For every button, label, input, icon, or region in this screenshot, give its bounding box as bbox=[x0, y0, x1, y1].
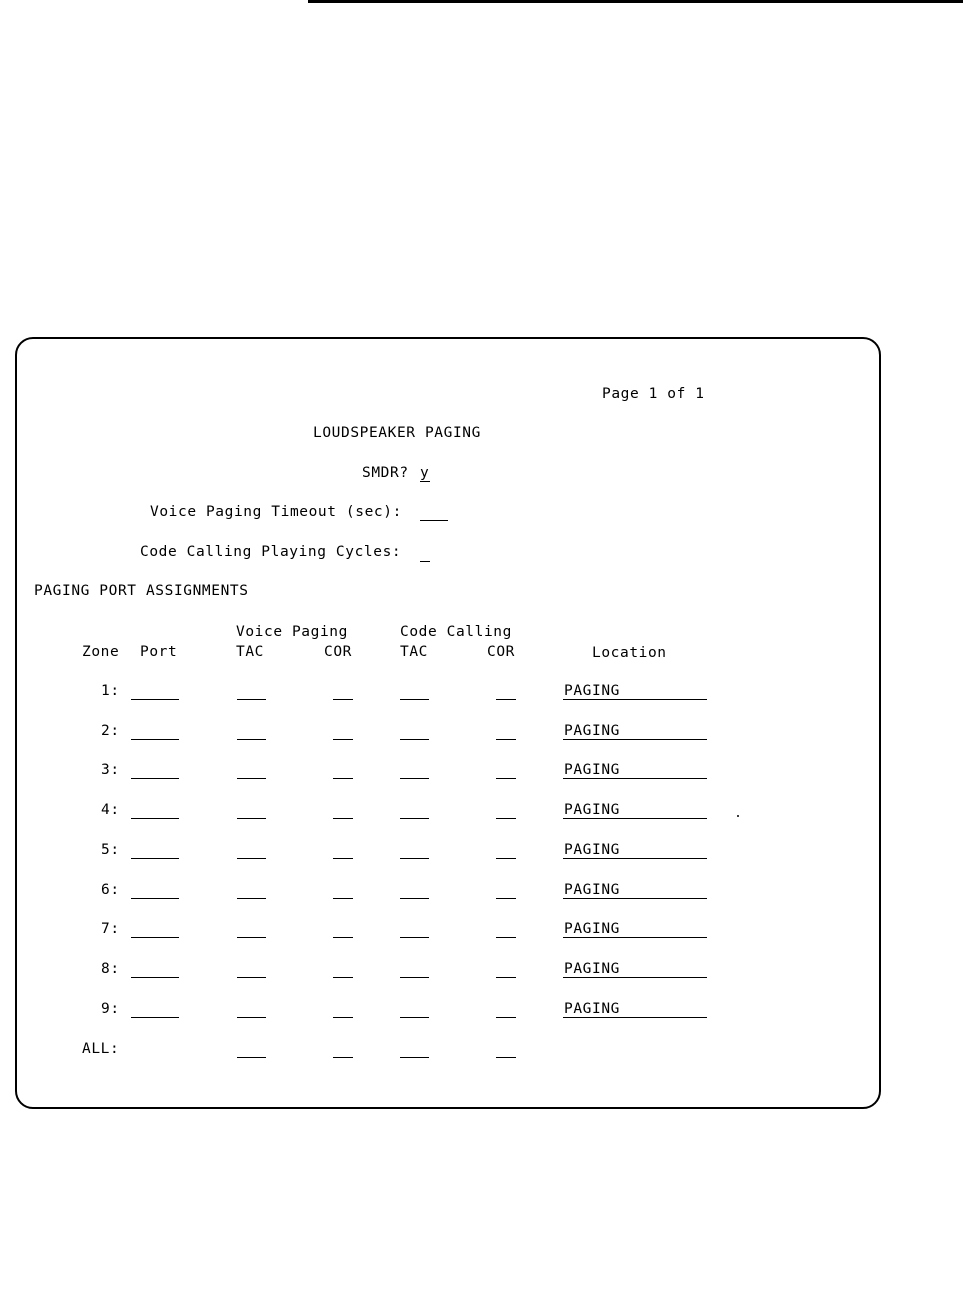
zone-label: 3: bbox=[101, 762, 120, 778]
port-field[interactable] bbox=[131, 977, 179, 978]
zone-label: 2: bbox=[101, 723, 120, 739]
cc-cor-field[interactable] bbox=[496, 977, 516, 978]
port-field[interactable] bbox=[131, 858, 179, 859]
cc-cor-field[interactable] bbox=[496, 898, 516, 899]
vp-tac-field[interactable] bbox=[237, 977, 266, 978]
code-calling-cycles-label: Code Calling Playing Cycles: bbox=[140, 544, 402, 560]
location-field[interactable] bbox=[563, 739, 707, 740]
all-vp-tac-field[interactable] bbox=[237, 1057, 266, 1058]
all-vp-cor-field[interactable] bbox=[333, 1057, 353, 1058]
terminal-screen-form bbox=[15, 337, 881, 1109]
vp-tac-field[interactable] bbox=[237, 818, 266, 819]
location-field[interactable] bbox=[563, 977, 707, 978]
cc-cor-field[interactable] bbox=[496, 1017, 516, 1018]
voice-paging-group-header: Voice Paging bbox=[236, 624, 348, 640]
location-field[interactable] bbox=[563, 937, 707, 938]
location-value: PAGING bbox=[564, 882, 620, 898]
zone-label: 7: bbox=[101, 921, 120, 937]
voice-paging-timeout-label: Voice Paging Timeout (sec): bbox=[150, 504, 402, 520]
cc-tac-field[interactable] bbox=[400, 898, 429, 899]
cc-tac-field[interactable] bbox=[400, 858, 429, 859]
vp-cor-field[interactable] bbox=[333, 739, 353, 740]
vp-cor-field[interactable] bbox=[333, 818, 353, 819]
location-field[interactable] bbox=[563, 699, 707, 700]
zone-label: 5: bbox=[101, 842, 120, 858]
location-field[interactable] bbox=[563, 898, 707, 899]
location-value: PAGING bbox=[564, 921, 620, 937]
vp-tac-field[interactable] bbox=[237, 937, 266, 938]
voice-paging-timeout-field[interactable] bbox=[420, 520, 448, 521]
port-field[interactable] bbox=[131, 898, 179, 899]
cc-cor-field[interactable] bbox=[496, 778, 516, 779]
location-value: PAGING bbox=[564, 842, 620, 858]
zone-label-all: ALL: bbox=[82, 1041, 120, 1057]
smdr-label: SMDR? bbox=[362, 465, 409, 481]
section-title: PAGING PORT ASSIGNMENTS bbox=[34, 583, 249, 599]
vp-tac-field[interactable] bbox=[237, 739, 266, 740]
all-cc-cor-field[interactable] bbox=[496, 1057, 516, 1058]
cc-tac-field[interactable] bbox=[400, 937, 429, 938]
column-header-location: Location bbox=[592, 645, 667, 661]
vp-cor-field[interactable] bbox=[333, 937, 353, 938]
port-field[interactable] bbox=[131, 699, 179, 700]
cc-tac-field[interactable] bbox=[400, 699, 429, 700]
vp-tac-field[interactable] bbox=[237, 858, 266, 859]
page-indicator: Page 1 of 1 bbox=[602, 386, 705, 402]
vp-cor-field[interactable] bbox=[333, 778, 353, 779]
location-field[interactable] bbox=[563, 1017, 707, 1018]
vp-tac-field[interactable] bbox=[237, 699, 266, 700]
cc-tac-field[interactable] bbox=[400, 818, 429, 819]
column-header-zone: Zone bbox=[82, 644, 120, 660]
location-value: PAGING bbox=[564, 762, 620, 778]
port-field[interactable] bbox=[131, 778, 179, 779]
vp-cor-field[interactable] bbox=[333, 1017, 353, 1018]
zone-label: 1: bbox=[101, 683, 120, 699]
form-title: LOUDSPEAKER PAGING bbox=[313, 425, 481, 441]
vp-tac-field[interactable] bbox=[237, 778, 266, 779]
port-field[interactable] bbox=[131, 739, 179, 740]
cc-tac-field[interactable] bbox=[400, 739, 429, 740]
zone-label: 6: bbox=[101, 882, 120, 898]
port-field[interactable] bbox=[131, 937, 179, 938]
code-calling-group-header: Code Calling bbox=[400, 624, 512, 640]
vp-tac-field[interactable] bbox=[237, 898, 266, 899]
location-field[interactable] bbox=[563, 818, 707, 819]
cc-cor-field[interactable] bbox=[496, 937, 516, 938]
cc-tac-field[interactable] bbox=[400, 1017, 429, 1018]
location-value: PAGING bbox=[564, 961, 620, 977]
vp-cor-field[interactable] bbox=[333, 858, 353, 859]
top-rule bbox=[308, 0, 963, 3]
column-header-voice-cor: COR bbox=[324, 644, 352, 660]
cc-tac-field[interactable] bbox=[400, 778, 429, 779]
column-header-port: Port bbox=[140, 644, 178, 660]
zone-label: 8: bbox=[101, 961, 120, 977]
column-header-code-tac: TAC bbox=[400, 644, 428, 660]
cc-cor-field[interactable] bbox=[496, 858, 516, 859]
all-cc-tac-field[interactable] bbox=[400, 1057, 429, 1058]
location-value: PAGING bbox=[564, 802, 620, 818]
cc-cor-field[interactable] bbox=[496, 739, 516, 740]
column-header-voice-tac: TAC bbox=[236, 644, 264, 660]
smdr-field[interactable]: y bbox=[420, 465, 430, 481]
cc-tac-field[interactable] bbox=[400, 977, 429, 978]
zone-label: 4: bbox=[101, 802, 120, 818]
vp-cor-field[interactable] bbox=[333, 977, 353, 978]
location-value: PAGING bbox=[564, 723, 620, 739]
column-header-code-cor: COR bbox=[487, 644, 515, 660]
port-field[interactable] bbox=[131, 1017, 179, 1018]
cc-cor-field[interactable] bbox=[496, 818, 516, 819]
port-field[interactable] bbox=[131, 818, 179, 819]
stray-mark bbox=[737, 815, 739, 817]
vp-tac-field[interactable] bbox=[237, 1017, 266, 1018]
location-field[interactable] bbox=[563, 858, 707, 859]
code-calling-cycles-field[interactable] bbox=[420, 561, 430, 562]
location-field[interactable] bbox=[563, 778, 707, 779]
vp-cor-field[interactable] bbox=[333, 898, 353, 899]
vp-cor-field[interactable] bbox=[333, 699, 353, 700]
cc-cor-field[interactable] bbox=[496, 699, 516, 700]
location-value: PAGING bbox=[564, 1001, 620, 1017]
location-value: PAGING bbox=[564, 683, 620, 699]
zone-label: 9: bbox=[101, 1001, 120, 1017]
